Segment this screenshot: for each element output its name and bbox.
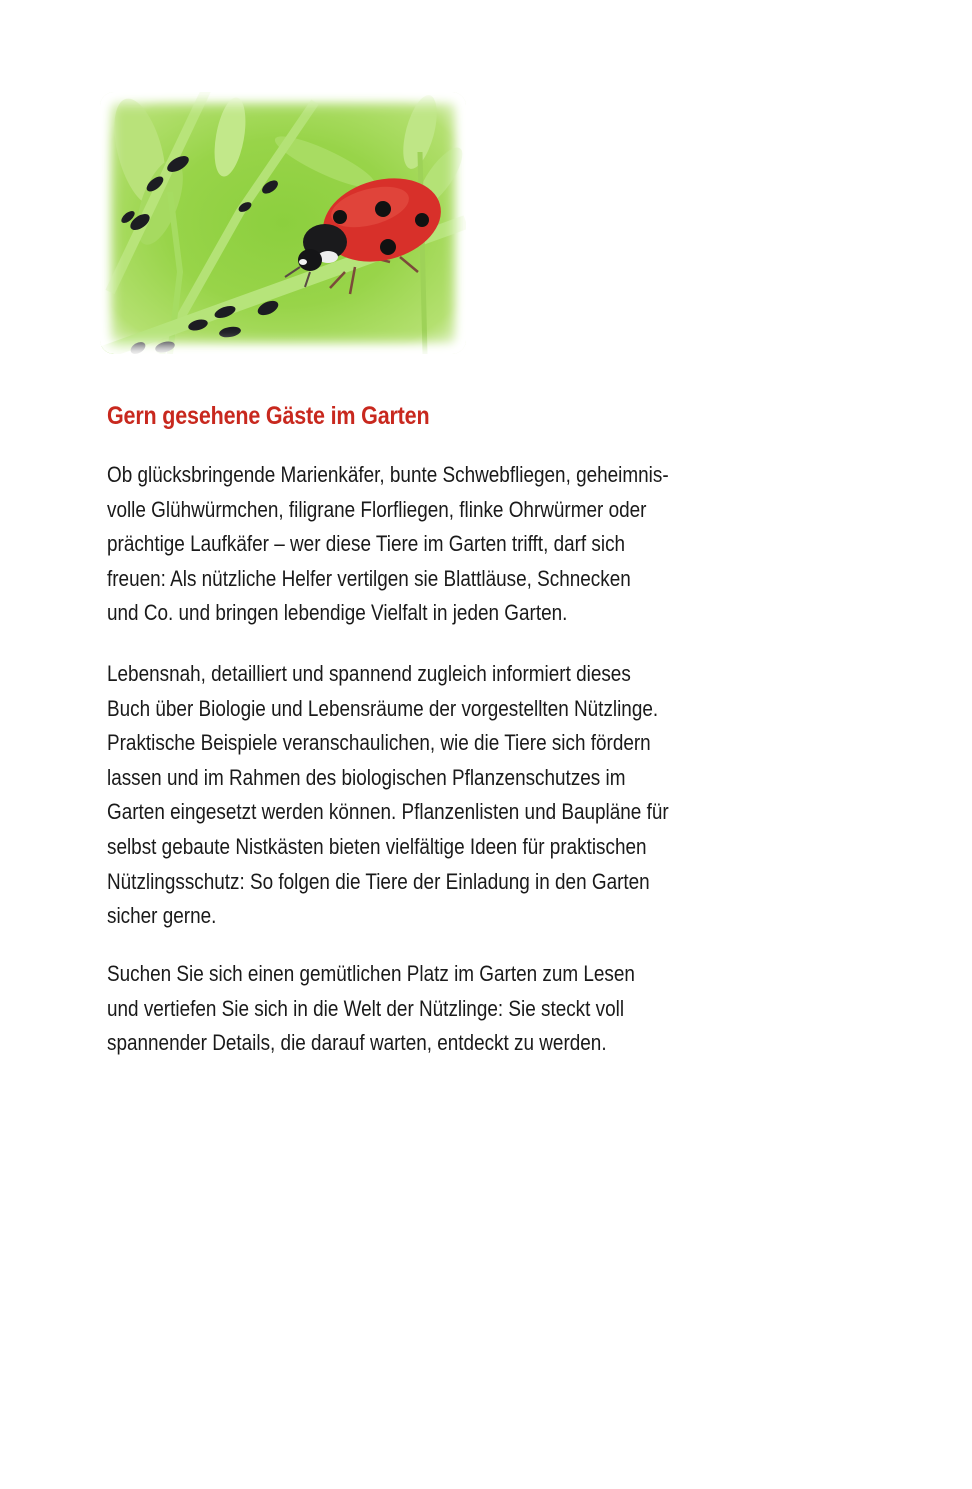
text-line: Suchen Sie sich einen gemütlichen Platz im Garten zum Lesen xyxy=(107,961,635,986)
ladybug-illustration xyxy=(100,92,466,354)
text-line: freuen: Als nützliche Helfer vertilgen sie Blattläuse, Schnecken xyxy=(107,565,631,591)
text-line: Lebensnah, detailliert und spannend zugleich informiert dieses xyxy=(107,661,631,686)
text-line: lassen und im Rahmen des biologischen Pflanzenschutzes im xyxy=(107,764,626,790)
paragraph-closing xyxy=(107,957,864,1061)
text-line: Praktische Beispiele veranschaulichen, wie die Tiere sich fördern xyxy=(107,730,651,756)
text-line: spannender Details, die darauf warten, entdeckt zu werden. xyxy=(107,1030,607,1056)
text-line: und Co. und bringen lebendige Vielfalt in jeden Garten. xyxy=(107,600,568,626)
text-line: und vertiefen Sie sich in die Welt der Nützlinge: Sie steckt voll xyxy=(107,995,625,1021)
paragraph-book-description xyxy=(107,657,864,934)
text-line: Ob glücksbringende Marienkäfer, bunte Schwebfliegen, geheimnis- xyxy=(107,462,669,487)
paragraph-intro xyxy=(107,458,864,631)
text-line: Garten eingesetzt werden können. Pflanzenlisten und Baupläne für xyxy=(107,799,669,825)
text-line: prächtige Laufkäfer – wer diese Tiere im Garten trifft, darf sich xyxy=(107,531,626,557)
text-line: Buch über Biologie und Lebensräume der vorgestellten Nützlinge. xyxy=(107,695,659,721)
text-line: volle Glühwürmchen, filigrane Florfliegen, flinke Ohrwürmer oder xyxy=(107,496,647,522)
section-heading: Gern gesehene Gäste im Garten xyxy=(107,402,430,430)
text-line: selbst gebaute Nistkästen bieten vielfältige Ideen für praktischen xyxy=(107,833,647,859)
text-line: Nützlingsschutz: So folgen die Tiere der Einladung in den Garten xyxy=(107,868,650,894)
ladybug-aphids-image xyxy=(100,92,466,354)
text-line: sicher gerne. xyxy=(107,903,217,929)
